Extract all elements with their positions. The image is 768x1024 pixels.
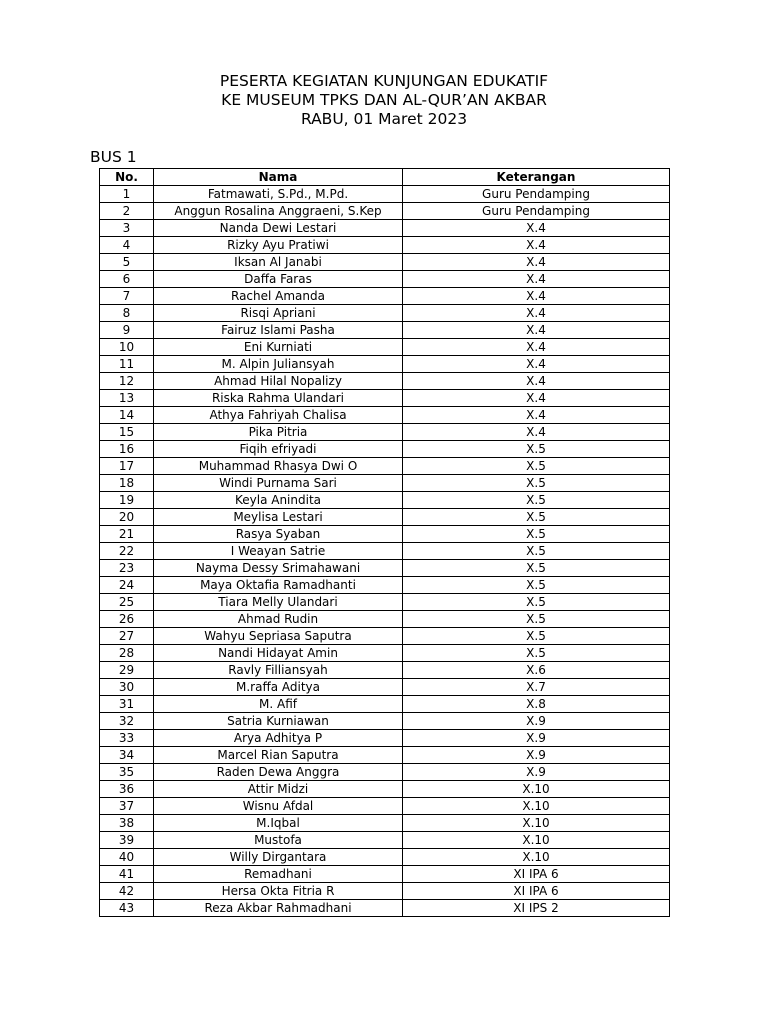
cell-nama: Anggun Rosalina Anggraeni, S.Kep [154, 203, 403, 220]
table-row [100, 526, 670, 543]
cell-no: 8 [100, 305, 154, 322]
table-row [100, 832, 670, 849]
cell-no: 40 [100, 849, 154, 866]
cell-no: 1 [100, 186, 154, 203]
table-row [100, 271, 670, 288]
cell-nama: Mustofa [154, 832, 403, 849]
cell-nama: Hersa Okta Fitria R [154, 883, 403, 900]
table-row [100, 203, 670, 220]
cell-no: 10 [100, 339, 154, 356]
table-row [100, 866, 670, 883]
cell-no: 29 [100, 662, 154, 679]
header-nama: Nama [154, 169, 403, 186]
cell-keterangan: X.4 [403, 271, 670, 288]
cell-nama: Fatmawati, S.Pd., M.Pd. [154, 186, 403, 203]
table-row [100, 237, 670, 254]
cell-no: 34 [100, 747, 154, 764]
cell-nama: Arya Adhitya P [154, 730, 403, 747]
cell-nama: Raden Dewa Anggra [154, 764, 403, 781]
table-row [100, 679, 670, 696]
title-line-2: KE MUSEUM TPKS DAN AL-QUR’AN AKBAR [221, 91, 547, 109]
table-row [100, 730, 670, 747]
cell-no: 31 [100, 696, 154, 713]
table-row [100, 356, 670, 373]
cell-nama: Iksan Al Janabi [154, 254, 403, 271]
table-row [100, 305, 670, 322]
cell-no: 30 [100, 679, 154, 696]
cell-nama: Fiqih efriyadi [154, 441, 403, 458]
cell-no: 22 [100, 543, 154, 560]
cell-nama: Reza Akbar Rahmadhani [154, 900, 403, 917]
cell-no: 37 [100, 798, 154, 815]
cell-nama: Eni Kurniati [154, 339, 403, 356]
table-row [100, 713, 670, 730]
table-row [100, 458, 670, 475]
table-row [100, 543, 670, 560]
table-row [100, 339, 670, 356]
cell-nama: M. Afif [154, 696, 403, 713]
cell-nama: Wisnu Afdal [154, 798, 403, 815]
cell-keterangan: X.4 [403, 254, 670, 271]
cell-no: 2 [100, 203, 154, 220]
cell-keterangan: XI IPA 6 [403, 883, 670, 900]
participant-table [99, 168, 670, 917]
cell-keterangan: X.5 [403, 441, 670, 458]
table-row [100, 424, 670, 441]
cell-keterangan: X.9 [403, 747, 670, 764]
table-row [100, 645, 670, 662]
cell-keterangan: X.5 [403, 628, 670, 645]
cell-keterangan: Guru Pendamping [403, 203, 670, 220]
cell-keterangan: XI IPA 6 [403, 866, 670, 883]
cell-nama: Marcel Rian Saputra [154, 747, 403, 764]
cell-keterangan: X.4 [403, 356, 670, 373]
cell-keterangan: X.10 [403, 781, 670, 798]
cell-nama: Nayma Dessy Srimahawani [154, 560, 403, 577]
title-line-1: PESERTA KEGIATAN KUNJUNGAN EDUKATIF [219, 72, 549, 90]
cell-no: 25 [100, 594, 154, 611]
table-row [100, 815, 670, 832]
title-line-3: RABU, 01 Maret 2023 [300, 110, 468, 128]
cell-no: 24 [100, 577, 154, 594]
cell-no: 14 [100, 407, 154, 424]
cell-nama: Riska Rahma Ulandari [154, 390, 403, 407]
table-row [100, 288, 670, 305]
cell-keterangan: X.6 [403, 662, 670, 679]
cell-nama: Attir Midzi [154, 781, 403, 798]
table-row [100, 441, 670, 458]
cell-keterangan: X.4 [403, 305, 670, 322]
cell-nama: Ahmad Hilal Nopalizy [154, 373, 403, 390]
table-row [100, 628, 670, 645]
cell-nama: Rizky Ayu Pratiwi [154, 237, 403, 254]
cell-keterangan: X.9 [403, 730, 670, 747]
cell-nama: Windi Purnama Sari [154, 475, 403, 492]
cell-no: 12 [100, 373, 154, 390]
cell-no: 4 [100, 237, 154, 254]
cell-nama: Meylisa Lestari [154, 509, 403, 526]
table-row [100, 509, 670, 526]
cell-no: 6 [100, 271, 154, 288]
cell-nama: Tiara Melly Ulandari [154, 594, 403, 611]
cell-no: 13 [100, 390, 154, 407]
table-row [100, 254, 670, 271]
cell-no: 15 [100, 424, 154, 441]
cell-nama: Ravly Filliansyah [154, 662, 403, 679]
cell-keterangan: XI IPS 2 [403, 900, 670, 917]
table-row [100, 883, 670, 900]
cell-keterangan: X.9 [403, 764, 670, 781]
cell-no: 39 [100, 832, 154, 849]
cell-nama: M. Alpin Juliansyah [154, 356, 403, 373]
cell-no: 18 [100, 475, 154, 492]
cell-no: 7 [100, 288, 154, 305]
cell-no: 21 [100, 526, 154, 543]
cell-nama: Fairuz Islami Pasha [154, 322, 403, 339]
cell-keterangan: X.5 [403, 594, 670, 611]
cell-no: 19 [100, 492, 154, 509]
cell-nama: Keyla Anindita [154, 492, 403, 509]
table-row [100, 594, 670, 611]
cell-keterangan: X.4 [403, 424, 670, 441]
table-row [100, 373, 670, 390]
cell-no: 36 [100, 781, 154, 798]
cell-nama: M.Iqbal [154, 815, 403, 832]
cell-no: 26 [100, 611, 154, 628]
cell-keterangan: X.5 [403, 509, 670, 526]
cell-nama: Risqi Apriani [154, 305, 403, 322]
cell-keterangan: X.10 [403, 849, 670, 866]
cell-nama: M.raffa Aditya [154, 679, 403, 696]
table-row [100, 611, 670, 628]
cell-no: 43 [100, 900, 154, 917]
table-row [100, 798, 670, 815]
cell-nama: Daffa Faras [154, 271, 403, 288]
cell-nama: Nanda Dewi Lestari [154, 220, 403, 237]
cell-no: 9 [100, 322, 154, 339]
cell-nama: Rachel Amanda [154, 288, 403, 305]
cell-keterangan: Guru Pendamping [403, 186, 670, 203]
table-row [100, 492, 670, 509]
cell-nama: Wahyu Sepriasa Saputra [154, 628, 403, 645]
bus-label: BUS 1 [90, 148, 137, 166]
cell-keterangan: X.4 [403, 407, 670, 424]
cell-no: 41 [100, 866, 154, 883]
cell-keterangan: X.10 [403, 832, 670, 849]
cell-no: 38 [100, 815, 154, 832]
cell-no: 3 [100, 220, 154, 237]
cell-keterangan: X.8 [403, 696, 670, 713]
cell-no: 16 [100, 441, 154, 458]
cell-keterangan: X.7 [403, 679, 670, 696]
cell-nama: Pika Pitria [154, 424, 403, 441]
cell-no: 5 [100, 254, 154, 271]
cell-keterangan: X.5 [403, 611, 670, 628]
cell-keterangan: X.5 [403, 458, 670, 475]
cell-keterangan: X.4 [403, 237, 670, 254]
cell-nama: Muhammad Rhasya Dwi O [154, 458, 403, 475]
cell-keterangan: X.4 [403, 373, 670, 390]
cell-keterangan: X.4 [403, 322, 670, 339]
table-row [100, 322, 670, 339]
table-row [100, 662, 670, 679]
table-body [100, 186, 670, 917]
cell-keterangan: X.5 [403, 560, 670, 577]
cell-keterangan: X.5 [403, 492, 670, 509]
cell-nama: Satria Kurniawan [154, 713, 403, 730]
document-title [0, 72, 768, 129]
cell-no: 23 [100, 560, 154, 577]
table-row [100, 900, 670, 917]
cell-keterangan: X.5 [403, 526, 670, 543]
table-row [100, 407, 670, 424]
cell-nama: Nandi Hidayat Amin [154, 645, 403, 662]
cell-no: 27 [100, 628, 154, 645]
cell-nama: Rasya Syaban [154, 526, 403, 543]
cell-keterangan: X.5 [403, 543, 670, 560]
table-header-row [100, 169, 670, 186]
cell-no: 33 [100, 730, 154, 747]
cell-no: 42 [100, 883, 154, 900]
table-row [100, 220, 670, 237]
cell-nama: Ahmad Rudin [154, 611, 403, 628]
cell-no: 32 [100, 713, 154, 730]
cell-nama: Willy Dirgantara [154, 849, 403, 866]
table-row [100, 186, 670, 203]
table-row [100, 475, 670, 492]
cell-keterangan: X.10 [403, 815, 670, 832]
cell-keterangan: X.4 [403, 288, 670, 305]
cell-no: 17 [100, 458, 154, 475]
table-row [100, 390, 670, 407]
cell-nama: Remadhani [154, 866, 403, 883]
cell-nama: Athya Fahriyah Chalisa [154, 407, 403, 424]
cell-keterangan: X.4 [403, 390, 670, 407]
table-row [100, 849, 670, 866]
cell-no: 28 [100, 645, 154, 662]
cell-nama: I Weayan Satrie [154, 543, 403, 560]
cell-keterangan: X.4 [403, 339, 670, 356]
cell-nama: Maya Oktafia Ramadhanti [154, 577, 403, 594]
table-row [100, 764, 670, 781]
cell-keterangan: X.5 [403, 577, 670, 594]
cell-no: 20 [100, 509, 154, 526]
cell-keterangan: X.5 [403, 475, 670, 492]
cell-keterangan: X.5 [403, 645, 670, 662]
header-keterangan: Keterangan [403, 169, 670, 186]
cell-no: 11 [100, 356, 154, 373]
cell-keterangan: X.9 [403, 713, 670, 730]
header-no: No. [100, 169, 154, 186]
cell-no: 35 [100, 764, 154, 781]
table-row [100, 781, 670, 798]
cell-keterangan: X.10 [403, 798, 670, 815]
cell-keterangan: X.4 [403, 220, 670, 237]
table-row [100, 560, 670, 577]
table-row [100, 696, 670, 713]
table-row [100, 747, 670, 764]
table-row [100, 577, 670, 594]
